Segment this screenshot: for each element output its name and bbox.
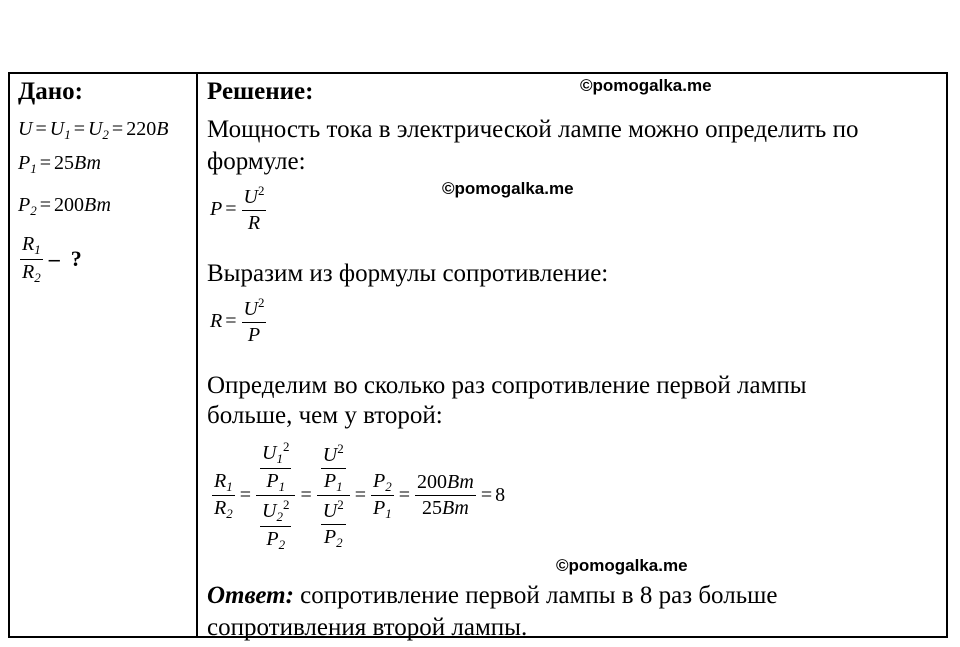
given-power2-formula: $P_2 = 200Вт$ xyxy=(18,194,111,218)
given-voltage-formula: $U = U_1 = U_2 = 220В$ xyxy=(18,118,169,142)
solution-text-3-line-2: больше, чем у второй: xyxy=(207,402,443,429)
problem-table xyxy=(8,72,948,641)
watermark-top: ©pomogalka.me xyxy=(580,76,712,95)
power-formula: P = $\frac{U^2}{R}$ xyxy=(210,183,265,234)
solution-text-1-line-2: формуле: xyxy=(207,148,306,175)
solution-text-1-line-1: Мощность тока в электрической лампе можно определить по xyxy=(207,116,859,143)
solution-text-2: Выразим из формулы сопротивление: xyxy=(207,260,609,287)
given-find-formula: $\frac{R_1}{R_2}$ – ? xyxy=(22,233,82,285)
answer-line-2: сопротивления второй лампы. xyxy=(207,614,528,641)
watermark-middle: ©pomogalka.me xyxy=(442,179,574,198)
solution-text-3-line-1: Определим во сколько раз сопротивление первой лампы xyxy=(207,372,807,399)
resistance-formula: R = $\frac{U^2}{P}$ xyxy=(210,295,265,346)
watermark-bottom: ©pomogalka.me xyxy=(556,556,688,575)
given-header: Дано: xyxy=(18,78,83,105)
given-power1-formula: $P_1 = 25Вт$ xyxy=(18,152,101,176)
solution-header: Решение: xyxy=(207,78,314,105)
column-divider xyxy=(196,74,198,636)
ratio-formula: $\frac{R_1}{R_2}$ = $\frac{\frac{U_1^2}{P_1}}{\frac{U_2^2}{P_2}}$ = $\frac{\frac{U^2}{P_1}}{\frac{U^2}{P_2}}$ = $\frac{P_2}{P_1}$ = $\frac{200Вт}{25Вт}$ = 8 xyxy=(214,439,506,552)
answer-text-1: сопротивление первой лампы в 8 раз больше xyxy=(300,582,778,609)
answer-line-1 xyxy=(207,582,777,610)
answer-label: Ответ: xyxy=(207,582,294,609)
